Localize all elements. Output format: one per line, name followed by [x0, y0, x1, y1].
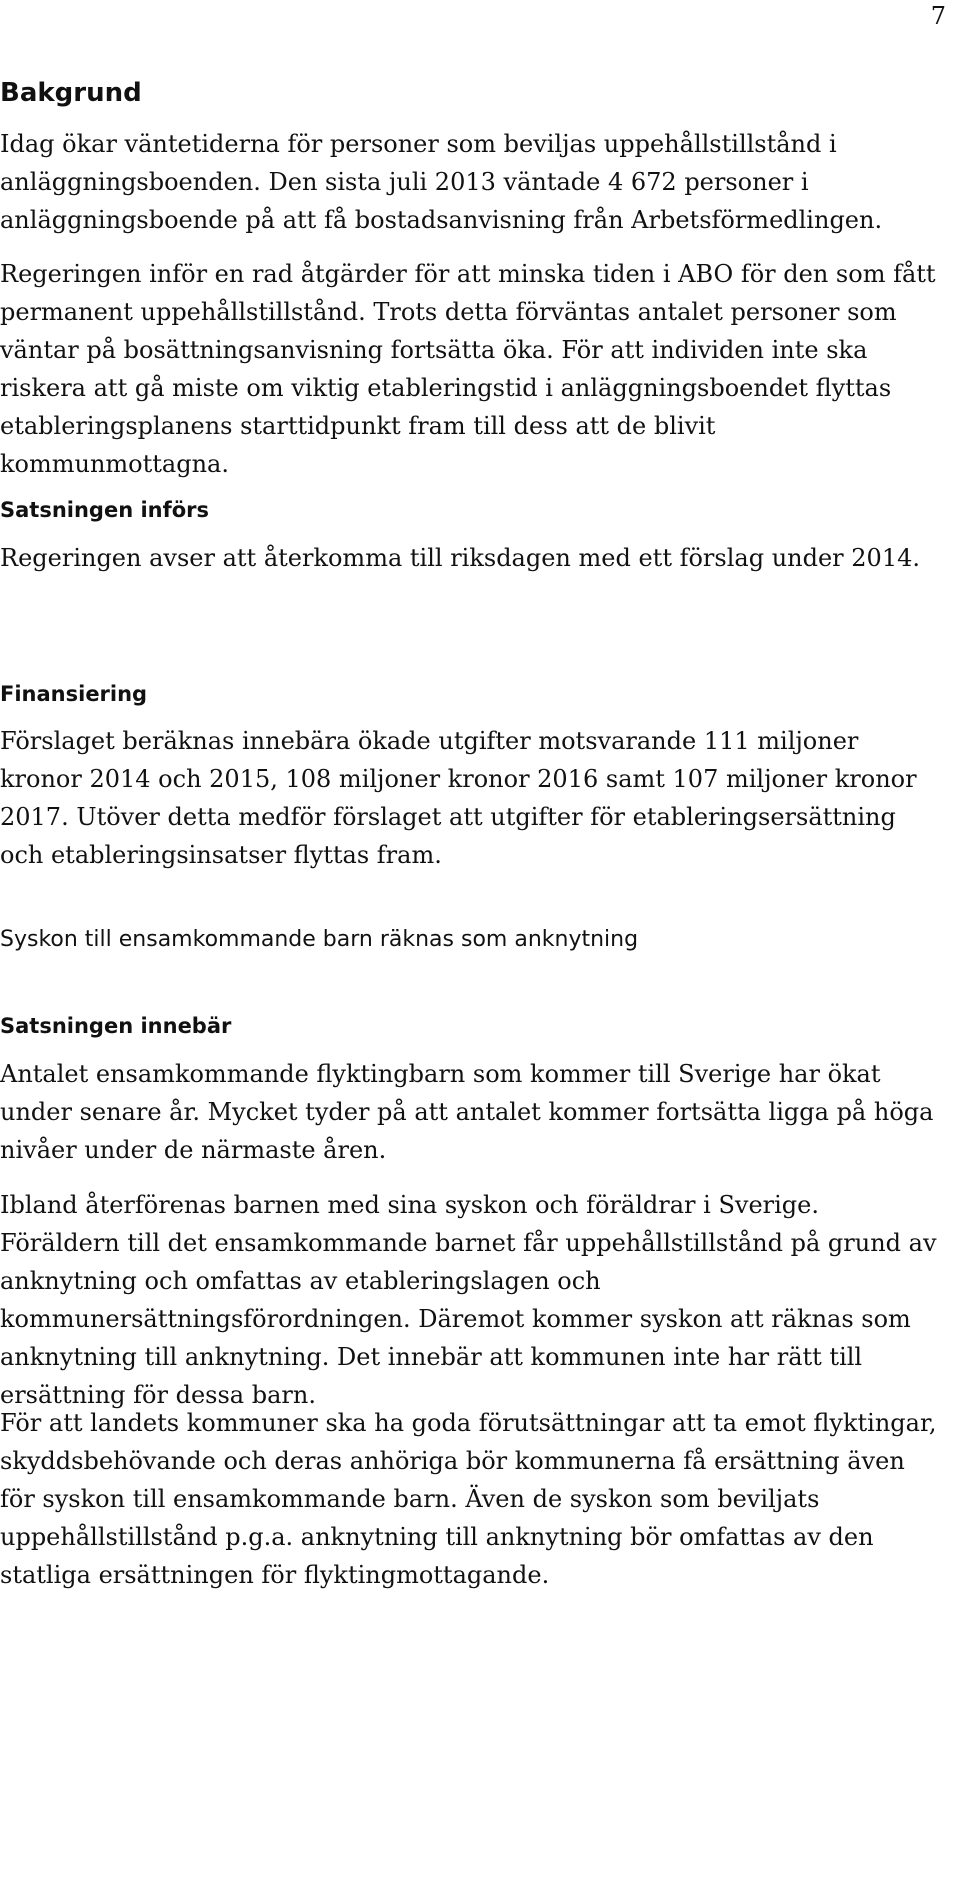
- paragraph-bakgrund-2: Regeringen inför en rad åtgärder för att minska tiden i ABO för den som fått permanent uppehållstillstånd. Trots detta förväntas antalet personer som väntar på bosättningsanvisning fortsätta öka. För att individen inte ska riskera att gå miste om viktig etableringstid i anläggningsboendet flyttas etableringsplanens starttidpunkt fram till dess att de blivit kommunmottagna.: [0, 260, 936, 478]
- heading-satsningen-infors: Satsningen införs: [0, 498, 210, 522]
- paragraph-satsningen-innebar-2: Ibland återförenas barnen med sina syskon och föräldrar i Sverige. Föräldern till det ensamkommande barnet får uppehållstillstånd på grund av anknytning och omfattas av etableringslagen och kommunersättningsförordningen. Däremot kommer syskon att räknas som anknytning till anknytning. Det innebär att kommunen inte har rätt till ersättning för dessa barn.: [0, 1191, 937, 1409]
- heading-finansiering: Finansiering: [0, 682, 148, 706]
- paragraph-bakgrund-1: Idag ökar väntetiderna för personer som beviljas uppehållstillstånd i anläggningsboenden. Den sista juli 2013 väntade 4 672 personer i anläggningsboende på att få bostadsanvisning från Arbetsförmedlingen.: [0, 130, 883, 234]
- heading-syskon: Syskon till ensamkommande barn räknas som anknytning: [0, 927, 639, 952]
- paragraph-satsningen-innebar-1: Antalet ensamkommande flyktingbarn som kommer till Sverige har ökat under senare år. Mycket tyder på att antalet kommer fortsätta ligga på höga nivåer under de närmaste åren.: [0, 1060, 934, 1164]
- heading-satsningen-innebar: Satsningen innebär: [0, 1014, 232, 1038]
- page-number: 7: [930, 2, 946, 30]
- paragraph-finansiering: Förslaget beräknas innebära ökade utgifter motsvarande 111 miljoner kronor 2014 och 2015, 108 miljoner kronor 2016 samt 107 miljoner kronor 2017. Utöver detta medför förslaget att utgifter för etableringsersättning och etableringsinsatser flyttas fram.: [0, 727, 917, 869]
- paragraph-satsningen-infors: Regeringen avser att återkomma till riksdagen med ett förslag under 2014.: [0, 544, 920, 572]
- paragraph-satsningen-innebar-3: För att landets kommuner ska ha goda förutsättningar att ta emot flyktingar, skyddsbehövande och deras anhöriga bör kommunerna få ersättning även för syskon till ensamkommande barn. Även de syskon som beviljats uppehållstillstånd p.g.a. anknytning till anknytning bör omfattas av den statliga ersättningen för flyktingmottagande.: [0, 1409, 937, 1589]
- heading-bakgrund: Bakgrund: [0, 78, 142, 108]
